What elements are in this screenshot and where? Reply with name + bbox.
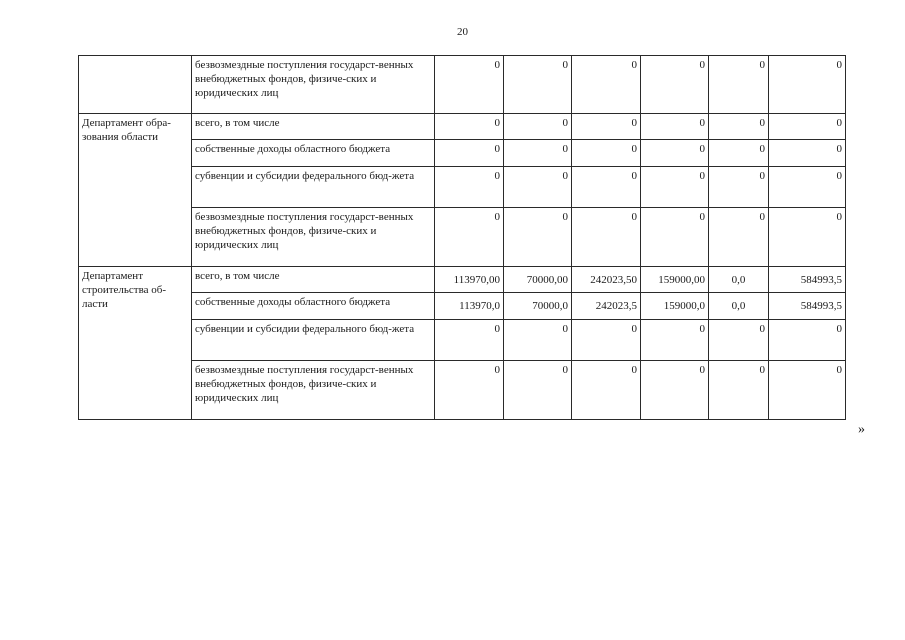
value-cell: 0,0 [709, 267, 769, 293]
table-row [79, 140, 846, 167]
funding-source-cell: собственные доходы областного бюджета [192, 140, 435, 167]
table-row [79, 167, 846, 208]
value-cell: 0 [504, 140, 572, 167]
value-cell: 0 [572, 208, 641, 267]
value-cell: 0 [435, 56, 504, 114]
value-cell: 0 [641, 320, 709, 361]
funding-source-cell: безвозмездные поступления государст-венных внебюджетных фондов, физиче-ских и юридических лиц [192, 56, 435, 114]
value-cell: 0 [709, 361, 769, 420]
value-cell: 0 [504, 56, 572, 114]
value-cell: 0 [435, 167, 504, 208]
value-cell: 0 [769, 167, 846, 208]
table-row [79, 361, 846, 420]
value-cell: 70000,0 [504, 293, 572, 320]
value-cell: 159000,0 [641, 293, 709, 320]
department-cell: Департамент строительства об-ласти [79, 267, 192, 420]
funding-source-cell: всего, в том числе [192, 114, 435, 140]
value-cell: 0 [709, 140, 769, 167]
value-cell: 0 [641, 114, 709, 140]
value-cell: 0 [769, 208, 846, 267]
funding-source-cell: собственные доходы областного бюджета [192, 293, 435, 320]
value-cell: 0 [709, 114, 769, 140]
value-cell: 0 [435, 114, 504, 140]
value-cell: 0 [504, 208, 572, 267]
value-cell: 113970,00 [435, 267, 504, 293]
value-cell: 0 [435, 140, 504, 167]
value-cell: 0 [435, 320, 504, 361]
value-cell: 0 [572, 320, 641, 361]
budget-table [78, 55, 846, 420]
value-cell: 0 [641, 56, 709, 114]
value-cell: 0 [709, 208, 769, 267]
funding-source-cell: безвозмездные поступления государст-венных внебюджетных фондов, физиче-ских и юридических лиц [192, 208, 435, 267]
value-cell: 0 [435, 361, 504, 420]
page-number: 20 [457, 26, 468, 38]
value-cell: 0 [769, 361, 846, 420]
table-row [79, 114, 846, 140]
value-cell: 0 [769, 56, 846, 114]
value-cell: 0 [572, 140, 641, 167]
value-cell: 242023,5 [572, 293, 641, 320]
value-cell: 0 [435, 208, 504, 267]
value-cell: 0 [504, 320, 572, 361]
table-row [79, 293, 846, 320]
value-cell: 0 [572, 361, 641, 420]
value-cell: 0 [709, 320, 769, 361]
table-row [79, 208, 846, 267]
value-cell: 0 [641, 167, 709, 208]
value-cell: 0 [769, 320, 846, 361]
value-cell: 0 [709, 167, 769, 208]
value-cell: 0 [572, 114, 641, 140]
department-cell: Департамент обра-зования области [79, 114, 192, 267]
value-cell: 0 [504, 114, 572, 140]
value-cell: 113970,0 [435, 293, 504, 320]
value-cell: 0 [769, 114, 846, 140]
value-cell: 0 [709, 56, 769, 114]
value-cell: 0 [641, 361, 709, 420]
department-cell [79, 56, 192, 114]
value-cell: 0 [504, 167, 572, 208]
value-cell: 242023,50 [572, 267, 641, 293]
value-cell: 159000,00 [641, 267, 709, 293]
funding-source-cell: безвозмездные поступления государст-венных внебюджетных фондов, физиче-ских и юридических лиц [192, 361, 435, 420]
table-row [79, 56, 846, 114]
closing-quote-mark: » [858, 422, 865, 437]
value-cell: 0 [572, 167, 641, 208]
value-cell: 0,0 [709, 293, 769, 320]
funding-source-cell: субвенции и субсидии федерального бюд-жета [192, 167, 435, 208]
value-cell: 0 [572, 56, 641, 114]
value-cell: 584993,5 [769, 267, 846, 293]
value-cell: 70000,00 [504, 267, 572, 293]
value-cell: 0 [641, 140, 709, 167]
table-row [79, 267, 846, 293]
value-cell: 584993,5 [769, 293, 846, 320]
value-cell: 0 [504, 361, 572, 420]
funding-source-cell: всего, в том числе [192, 267, 435, 293]
value-cell: 0 [769, 140, 846, 167]
funding-source-cell: субвенции и субсидии федерального бюд-жета [192, 320, 435, 361]
table-row [79, 320, 846, 361]
value-cell: 0 [641, 208, 709, 267]
